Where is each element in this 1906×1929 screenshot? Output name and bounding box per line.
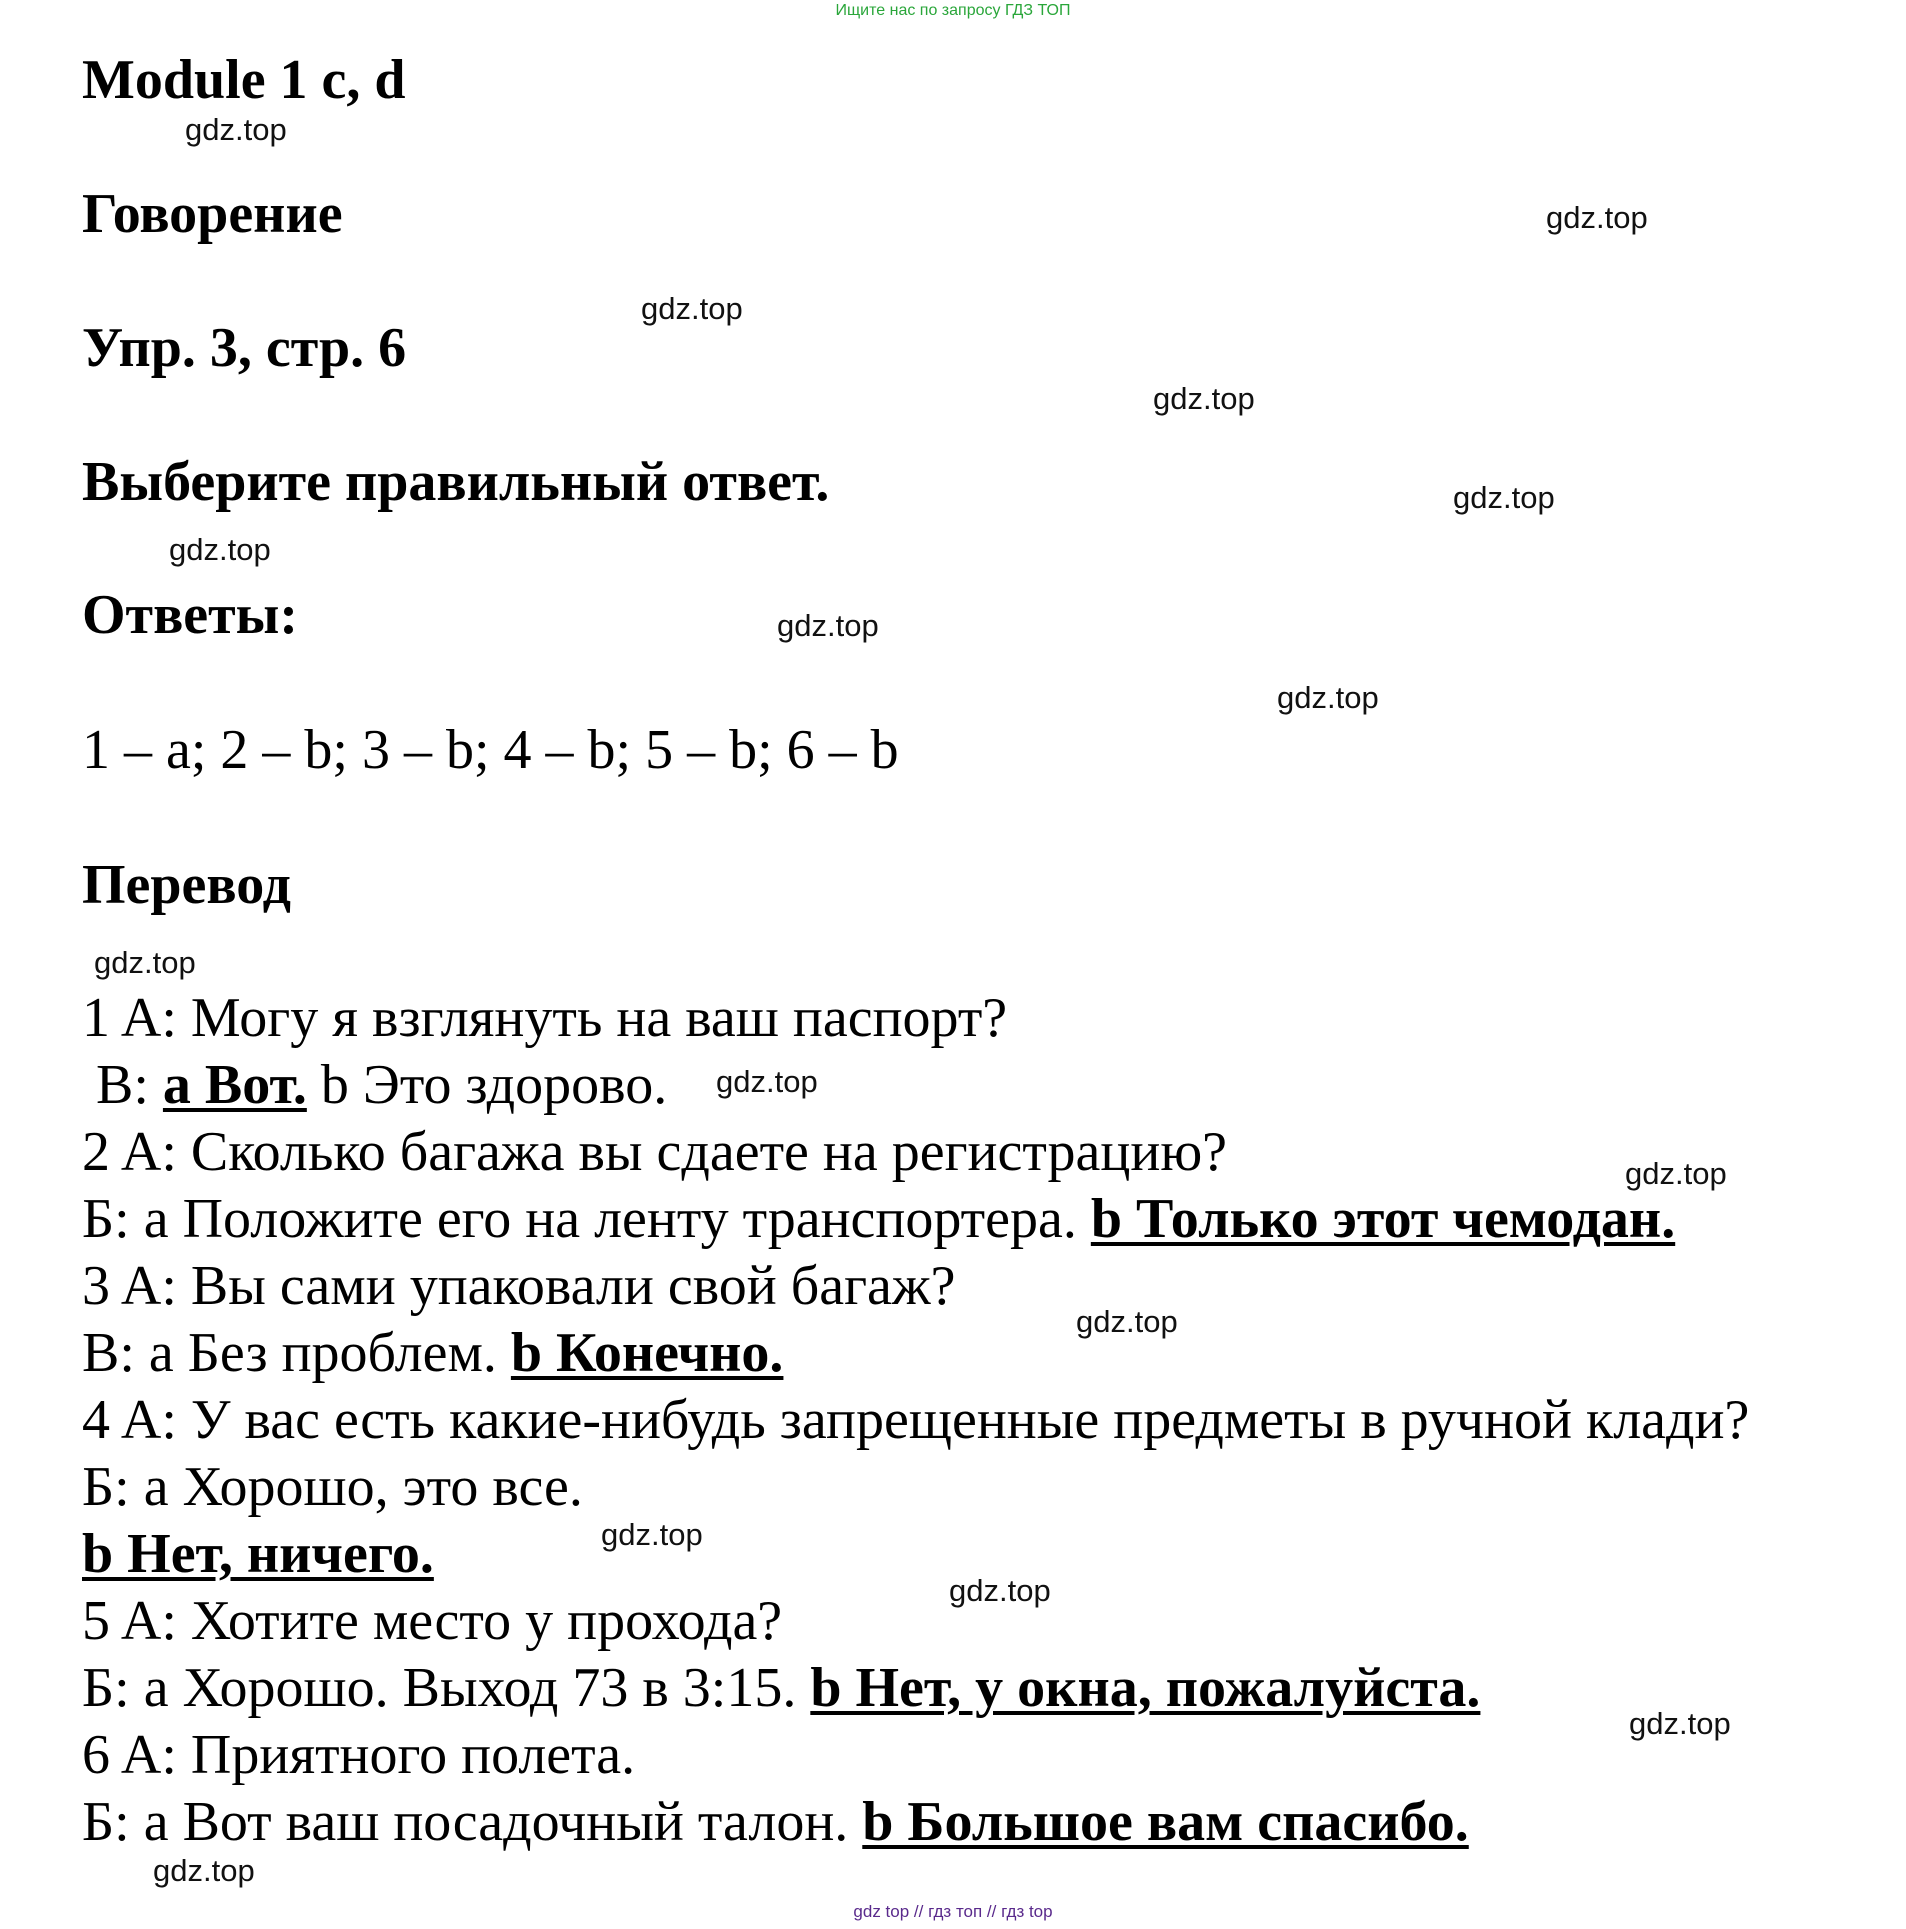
watermark: gdz.top bbox=[169, 532, 271, 567]
translation-title: Перевод bbox=[82, 854, 291, 916]
dialog-q2: 2 A: Сколько багажа вы сдаете на регистрацию? bbox=[82, 1121, 1228, 1183]
watermark: gdz.top bbox=[1076, 1304, 1178, 1339]
dialog-r6-correct: b Большое вам спасибо. bbox=[862, 1791, 1469, 1853]
dialog-r2-correct: b Только этот чемодан. bbox=[1090, 1188, 1676, 1250]
watermark: gdz.top bbox=[1277, 680, 1379, 715]
dialog-q5: 5 A: Хотите место у прохода? bbox=[82, 1590, 783, 1652]
dialog-q1: 1 A: Могу я взглянуть на ваш паспорт? bbox=[82, 987, 1008, 1049]
dialog-r6-prefix: Б: a Вот ваш посадочный талон. bbox=[82, 1791, 863, 1853]
dialog-r1-prefix: В: bbox=[82, 1054, 163, 1116]
watermark: gdz.top bbox=[1546, 200, 1648, 235]
dialog-r5-prefix: Б: a Хорошо. Выход 73 в 3:15. bbox=[82, 1657, 811, 1719]
dialog-r2 bbox=[82, 1188, 1676, 1250]
section-title: Говорение bbox=[82, 183, 343, 245]
dialog-r4-correct: b Нет, ничего. bbox=[82, 1523, 434, 1585]
watermark: gdz.top bbox=[185, 112, 287, 147]
watermark: gdz.top bbox=[1453, 480, 1555, 515]
answers-line: 1 – a; 2 – b; 3 – b; 4 – b; 5 – b; 6 – b bbox=[82, 719, 899, 781]
watermark: gdz.top bbox=[641, 291, 743, 326]
watermark: gdz.top bbox=[94, 945, 196, 980]
dialog-r1-other: b Это здорово. bbox=[306, 1054, 668, 1116]
dialog-r5-correct: b Нет, у окна, пожалуйста. bbox=[810, 1657, 1481, 1719]
watermark: gdz.top bbox=[153, 1853, 255, 1888]
answers-title: Ответы: bbox=[82, 584, 299, 646]
watermark: gdz.top bbox=[949, 1573, 1051, 1608]
watermark: gdz.top bbox=[777, 608, 879, 643]
dialog-r1 bbox=[82, 1054, 668, 1116]
watermark: gdz.top bbox=[601, 1517, 703, 1552]
footer-note: gdz top // гдз топ // гдз top bbox=[853, 1902, 1053, 1921]
dialog-r2-prefix: Б: a Положите его на ленту транспортера. bbox=[82, 1188, 1091, 1250]
exercise-title: Упр. 3, стр. 6 bbox=[82, 317, 407, 379]
dialog-r3-prefix: В: a Без проблем. bbox=[82, 1322, 511, 1384]
dialog-r1-correct: a Вот. bbox=[162, 1054, 307, 1116]
dialog-q6: 6 A: Приятного полета. bbox=[82, 1724, 636, 1786]
dialog-q3: 3 A: Вы сами упаковали свой багаж? bbox=[82, 1255, 956, 1317]
task-title: Выберите правильный ответ. bbox=[82, 451, 830, 513]
watermark: gdz.top bbox=[716, 1064, 818, 1099]
dialog-q4: 4 A: У вас есть какие-нибудь запрещенные предметы в ручной клади? bbox=[82, 1389, 1750, 1451]
dialog-r3 bbox=[82, 1322, 784, 1384]
dialog-r4 bbox=[82, 1523, 434, 1585]
dialog-r4-prefix: Б: a Хорошо, это все. bbox=[82, 1456, 583, 1518]
module-title: Module 1 c, d bbox=[82, 49, 406, 111]
dialog-r3-correct: b Конечно. bbox=[510, 1322, 784, 1384]
dialog-r5 bbox=[82, 1657, 1481, 1719]
watermark: gdz.top bbox=[1629, 1706, 1731, 1741]
watermark: gdz.top bbox=[1625, 1156, 1727, 1191]
top-note: Ищите нас по запросу ГДЗ ТОП bbox=[835, 2, 1071, 19]
dialog-r6 bbox=[82, 1791, 1469, 1853]
watermark: gdz.top bbox=[1153, 381, 1255, 416]
